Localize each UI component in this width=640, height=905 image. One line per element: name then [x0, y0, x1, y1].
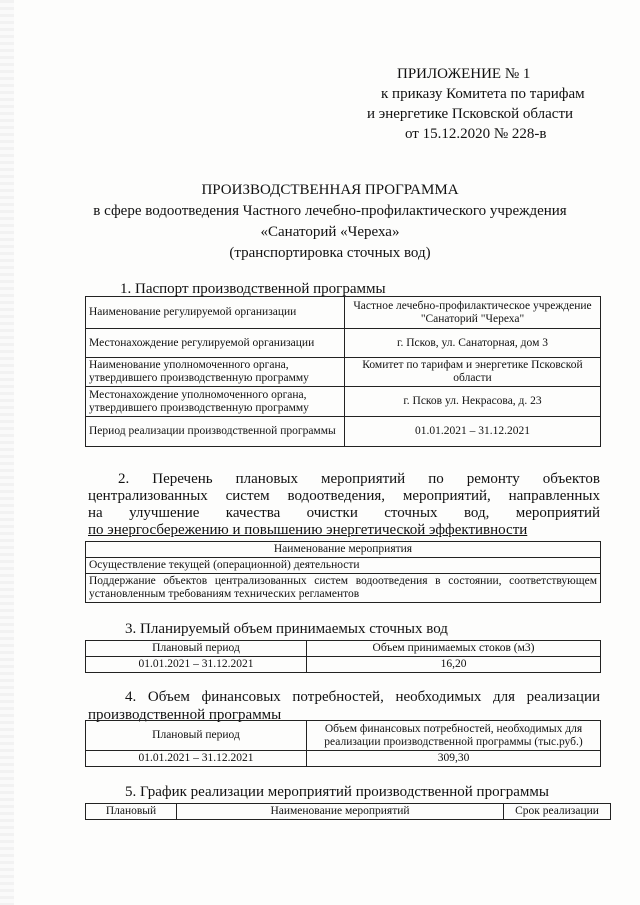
volume-col-period: Плановый период: [86, 641, 307, 657]
passport-table: [85, 296, 601, 447]
table-row: [86, 358, 601, 387]
table-row: [86, 387, 601, 417]
measures-header: Наименование мероприятия: [86, 542, 601, 558]
section2-line: по энергосбережению и повышению энергетической эффективности: [88, 522, 528, 538]
table-row: [86, 751, 601, 767]
program-subtitle: в сфере водоотведения Частного лечебно-профилактического учреждения: [93, 203, 567, 219]
section5-heading: 5. График реализации мероприятий производственной программы: [125, 784, 549, 800]
measures-table: [85, 541, 601, 603]
program-org: «Санаторий «Череха»: [260, 224, 400, 240]
volume-table: [85, 640, 601, 673]
passport-value: г. Псков, ул. Санаторная, дом 3: [345, 329, 601, 358]
table-row: [86, 417, 601, 447]
table-row: [86, 721, 601, 751]
table-row: [86, 574, 601, 603]
finance-period: 01.01.2021 – 31.12.2021: [86, 751, 307, 767]
section2-line: на улучшение качества очистки сточных вод, мероприятий: [88, 505, 600, 521]
table-row: [86, 657, 601, 673]
appendix-title: ПРИЛОЖЕНИЕ № 1: [397, 66, 531, 82]
volume-period: 01.01.2021 – 31.12.2021: [86, 657, 307, 673]
table-row: [86, 297, 601, 329]
schedule-col-period: Плановый: [86, 804, 177, 820]
section3-heading: 3. Планируемый объем принимаемых сточных вод: [125, 621, 448, 637]
passport-value: г. Псков ул. Некрасова, д. 23: [345, 387, 601, 417]
finance-value: 309,30: [307, 751, 601, 767]
measure-item: Осуществление текущей (операционной) деятельности: [86, 558, 601, 574]
section4-heading-cont: производственной программы: [88, 707, 282, 723]
finance-col-amount: Объем финансовых потребностей, необходимых для реализации производственной программы (тыс.руб.): [307, 721, 601, 751]
section1-heading: 1. Паспорт производственной программы: [120, 281, 386, 297]
passport-label: Местонахождение регулируемой организации: [86, 329, 345, 358]
finance-table: [85, 720, 601, 767]
volume-col-amount: Объем принимаемых стоков (м3): [307, 641, 601, 657]
finance-col-period: Плановый период: [86, 721, 307, 751]
section4-heading: 4. Объем финансовых потребностей, необходимых для реализации: [125, 689, 600, 705]
passport-value: Комитет по тарифам и энергетике Псковской области: [345, 358, 601, 387]
passport-label: Наименование уполномоченного органа, утвердившего производственную программу: [86, 358, 345, 387]
passport-value: Частное лечебно-профилактическое учреждение "Санаторий "Череха": [345, 297, 601, 329]
schedule-col-deadline: Срок реализации: [504, 804, 611, 820]
table-row: [86, 641, 601, 657]
passport-label: Наименование регулируемой организации: [86, 297, 345, 329]
passport-label: Период реализации производственной программы: [86, 417, 345, 447]
appendix-order: к приказу Комитета по тарифам: [381, 86, 585, 102]
schedule-table: [85, 803, 611, 820]
program-scope: (транспортировка сточных вод): [229, 245, 431, 261]
program-title: ПРОИЗВОДСТВЕННАЯ ПРОГРАММА: [201, 182, 459, 198]
appendix-date: от 15.12.2020 № 228-в: [405, 126, 547, 142]
table-row: [86, 804, 611, 820]
schedule-col-name: Наименование мероприятий: [177, 804, 504, 820]
table-row: [86, 542, 601, 558]
scan-edge: [0, 0, 14, 905]
table-row: [86, 329, 601, 358]
section2-line: централизованных систем водоотведения, мероприятий, направленных: [88, 488, 600, 504]
section2-paragraph: [88, 471, 600, 539]
passport-label: Местонахождение уполномоченного органа, утвердившего производственную программу: [86, 387, 345, 417]
section2-line: 2. Перечень плановых мероприятий по ремонту объектов: [118, 471, 600, 487]
measure-item: Поддержание объектов централизованных систем водоотведения в состоянии, соответствующем установленным требованиям технических регламентов: [86, 574, 601, 603]
passport-value: 01.01.2021 – 31.12.2021: [345, 417, 601, 447]
appendix-authority: и энергетике Псковской области: [367, 106, 574, 122]
table-row: [86, 558, 601, 574]
volume-value: 16,20: [307, 657, 601, 673]
